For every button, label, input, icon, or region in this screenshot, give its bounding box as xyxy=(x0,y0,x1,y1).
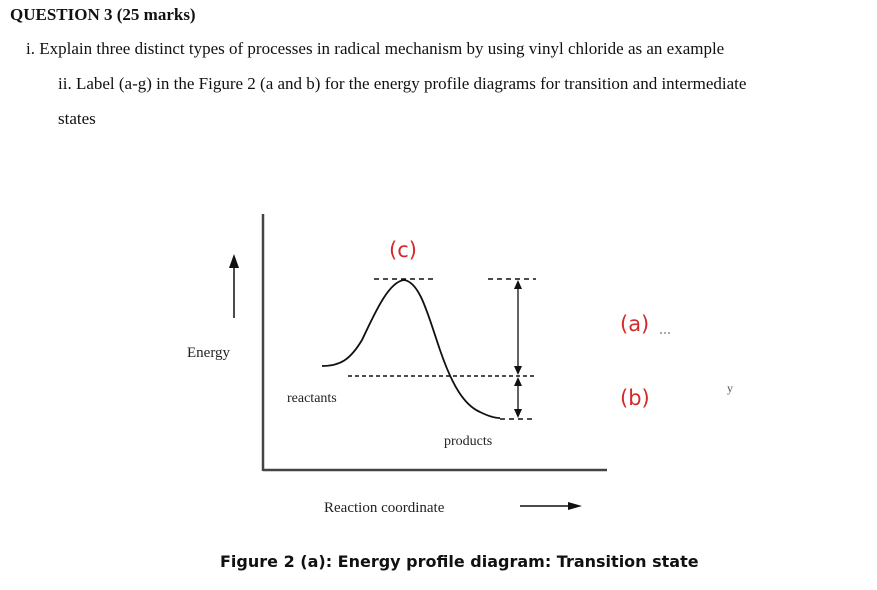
reaction-coordinate-arrowhead xyxy=(568,502,582,510)
question-part-ii-continued: states xyxy=(58,109,96,128)
label-c: (c) xyxy=(389,238,417,262)
question-part-i: i. Explain three distinct types of processes in radical mechanism by using vinyl chloride as an example xyxy=(26,39,725,58)
label-a: (a) xyxy=(620,312,650,336)
reactants-label: reactants xyxy=(287,391,337,406)
figure-caption: Figure 2 (a): Energy profile diagram: Transition state xyxy=(220,552,699,571)
label-b: (b) xyxy=(620,386,650,410)
question-heading: QUESTION 3 (25 marks) xyxy=(10,5,196,24)
products-label: products xyxy=(444,434,493,449)
energy-up-arrowhead xyxy=(229,254,239,268)
activation-arrowhead-bottom xyxy=(514,366,522,375)
reaction-coordinate-label: Reaction coordinate xyxy=(324,500,445,516)
stray-mark: y xyxy=(727,381,733,395)
activation-arrowhead-top xyxy=(514,280,522,289)
reaction-arrowhead-bottom xyxy=(514,409,522,418)
question-part-ii: ii. Label (a-g) in the Figure 2 (a and b) for the energy profile diagrams for transition and intermediate xyxy=(58,74,747,93)
energy-axis-label: Energy xyxy=(187,345,231,361)
energy-curve xyxy=(322,280,500,418)
reaction-arrowhead-top xyxy=(514,377,522,386)
